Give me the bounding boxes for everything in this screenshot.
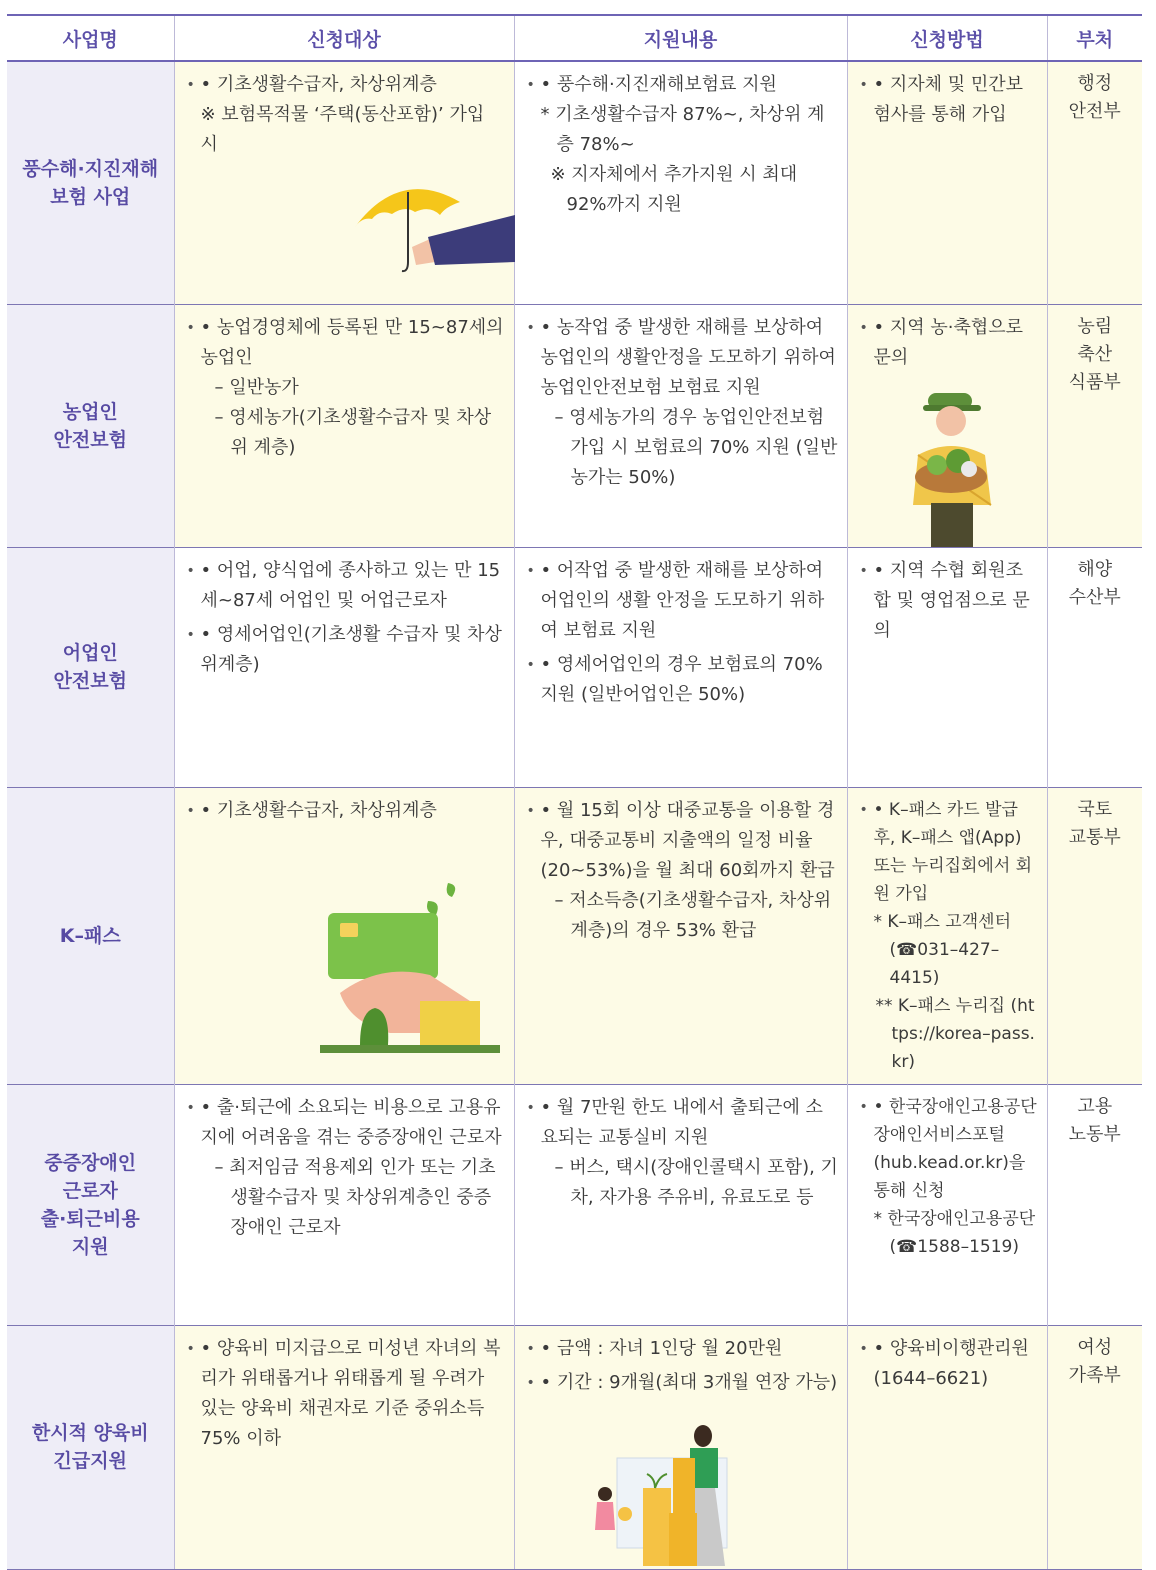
- eligibility-cell: [174, 304, 514, 547]
- table-row: [7, 787, 1142, 1084]
- eligibility-note: ※ 보험목적물 ‘주택(동산포함)’ 가입 시: [200, 104, 485, 155]
- support-content-cell: [514, 1325, 847, 1569]
- table-row: [7, 1325, 1142, 1569]
- application-method-cell: [847, 61, 1047, 304]
- eligibility-item: • • 양육비 미지급으로 미성년 자녀의 복리가 위태롭거나 위태롭게 될 우려가 있는 양육비 채권자로 기준 중위소득 75% 이하: [187, 1334, 506, 1454]
- method-item: • • 지역 수협 회원조합 및 영업점으로 문의: [860, 556, 1039, 646]
- header-ministry: 부처: [1047, 15, 1142, 61]
- eligibility-item: • • 기초생활수급자, 차상위계층: [187, 796, 506, 826]
- table-row: [7, 1084, 1142, 1325]
- eligibility-subitem: – 일반농가: [214, 376, 299, 398]
- eligibility-item: • • 출·퇴근에 소요되는 비용으로 고용유지에 어려움을 겪는 중증장애인 근로자: [187, 1093, 506, 1153]
- table-row: [7, 304, 1142, 547]
- eligibility-subitem: – 최저임금 적용제외 인가 또는 기초생활수급자 및 차상위계층인 중증장애인 근로자: [214, 1156, 496, 1238]
- program-name: 한시적 양육비 긴급지원: [7, 1325, 174, 1569]
- method-item: • • 양육비이행관리원 (1644–6621): [860, 1334, 1039, 1394]
- table-row: [7, 61, 1142, 304]
- eligibility-cell: [174, 787, 514, 1084]
- eligibility-item: • • 농업경영체에 등록된 만 15~87세의 농업인: [187, 313, 506, 373]
- ministry-name: 행정 안전부: [1068, 73, 1121, 122]
- method-item: • • 한국장애인고용공단 장애인서비스포털 (hub.kead.or.kr)을 통해 신청: [860, 1093, 1039, 1205]
- support-note: * 기초생활수급자 87%~, 차상위 계층 78%~: [540, 104, 825, 155]
- ministry-name: 해양 수산부: [1068, 558, 1121, 608]
- umbrella-icon: [350, 167, 515, 282]
- header-support-content: 지원내용: [514, 15, 847, 61]
- support-programs-table: [7, 14, 1142, 1570]
- support-subitem: – 저소득층(기초생활수급자, 차상위 계층)의 경우 53% 환급: [554, 889, 832, 941]
- eligibility-subitem: – 영세농가(기초생활수급자 및 차상위 계층): [214, 406, 492, 458]
- child-support-money-icon: [585, 1418, 785, 1568]
- program-name: K–패스: [7, 787, 174, 1084]
- program-name: 어업인 안전보험: [7, 547, 174, 787]
- ministry-cell: [1047, 547, 1142, 787]
- method-item: • • 지자체 및 민간보험사를 통해 가입: [860, 70, 1039, 130]
- contact-note: * 한국장애인고용공단 (☎1588–1519): [873, 1208, 1036, 1257]
- ministry-cell: [1047, 1325, 1142, 1569]
- application-method-cell: [847, 787, 1047, 1084]
- support-item: • • 기간 : 9개월(최대 3개월 연장 가능): [527, 1368, 839, 1398]
- customer-center-note: * K–패스 고객센터 (☎031–427–4415): [873, 911, 1011, 988]
- ministry-name: 국토 교통부: [1068, 798, 1121, 848]
- ministry-cell: [1047, 1084, 1142, 1325]
- transit-card-icon: [320, 883, 500, 1065]
- support-item: • • 영세어업인의 경우 보험료의 70% 지원 (일반어업인은 50%): [527, 650, 839, 710]
- support-content-cell: [514, 1084, 847, 1325]
- support-item: • • 풍수해·지진재해보험료 지원: [527, 70, 839, 100]
- header-application-method: 신청방법: [847, 15, 1047, 61]
- support-content-cell: [514, 787, 847, 1084]
- support-item: • • 어작업 중 발생한 재해를 보상하여 어업인의 생활 안정을 도모하기 위하여 보험료 지원: [527, 556, 839, 646]
- ministry-cell: [1047, 304, 1142, 547]
- table-header-row: [7, 15, 1142, 61]
- application-method-cell: [847, 1325, 1047, 1569]
- ministry-name: 여성 가족부: [1068, 1336, 1121, 1386]
- farmer-icon: [903, 385, 1013, 547]
- application-method-cell: [847, 547, 1047, 787]
- support-item: • • 월 7만원 한도 내에서 출퇴근에 소요되는 교통실비 지원: [527, 1093, 839, 1153]
- ministry-cell: [1047, 787, 1142, 1084]
- program-name: 풍수해·지진재해 보험 사업: [7, 61, 174, 304]
- application-method-cell: [847, 1084, 1047, 1325]
- support-content-cell: [514, 304, 847, 547]
- header-eligibility: 신청대상: [174, 15, 514, 61]
- support-item: • • 금액 : 자녀 1인당 월 20만원: [527, 1334, 839, 1364]
- program-name: 중증장애인 근로자 출·퇴근비용 지원: [7, 1084, 174, 1325]
- ministry-name: 고용 노동부: [1068, 1095, 1121, 1145]
- support-subitem: – 버스, 택시(장애인콜택시 포함), 기차, 자가용 주유비, 유료도로 등: [554, 1156, 838, 1208]
- eligibility-cell: [174, 1084, 514, 1325]
- ministry-name: 농림 축산 식품부: [1068, 315, 1121, 393]
- eligibility-item: • • 영세어업인(기초생활 수급자 및 차상위계층): [187, 620, 506, 680]
- support-content-cell: [514, 547, 847, 787]
- eligibility-item: • • 어업, 양식업에 종사하고 있는 만 15세~87세 어업인 및 어업근로자: [187, 556, 506, 616]
- website-note: ** K–패스 누리집 (https://korea–pass.kr): [875, 995, 1035, 1072]
- eligibility-cell: [174, 547, 514, 787]
- eligibility-item: • • 기초생활수급자, 차상위계층: [187, 70, 506, 100]
- ministry-cell: [1047, 61, 1142, 304]
- support-item: • • 농작업 중 발생한 재해를 보상하여 농업인의 생활안정을 도모하기 위하여 농업인안전보험 보험료 지원: [527, 313, 839, 403]
- application-method-cell: [847, 304, 1047, 547]
- support-subitem: – 영세농가의 경우 농업인안전보험 가입 시 보험료의 70% 지원 (일반농가는 50%): [554, 406, 838, 488]
- method-item: • • K–패스 카드 발급 후, K–패스 앱(App) 또는 누리집회에서 회원 가입: [860, 796, 1039, 908]
- header-program-name: 사업명: [7, 15, 174, 61]
- support-note: ※ 지자체에서 추가지원 시 최대 92%까지 지원: [550, 164, 798, 215]
- support-item: • • 월 15회 이상 대중교통을 이용할 경우, 대중교통비 지출액의 일정 비율(20~53%)을 월 최대 60회까지 환급: [527, 796, 839, 886]
- eligibility-cell: [174, 1325, 514, 1569]
- eligibility-cell: [174, 61, 514, 304]
- program-name: 농업인 안전보험: [7, 304, 174, 547]
- support-content-cell: [514, 61, 847, 304]
- method-item: • • 지역 농·축협으로 문의: [860, 313, 1039, 373]
- table-row: [7, 547, 1142, 787]
